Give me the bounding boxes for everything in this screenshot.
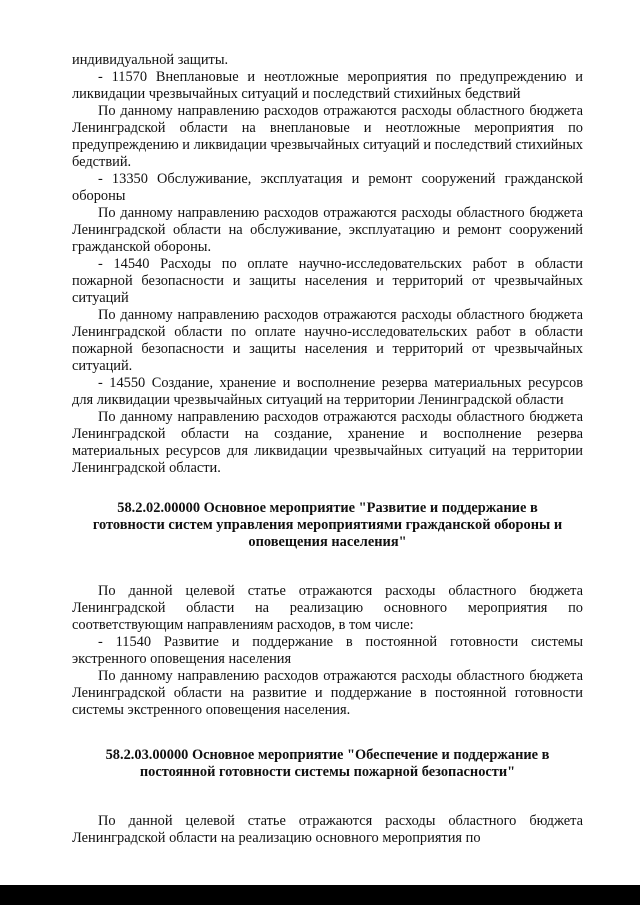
paragraph: По данному направлению расходов отражаются расходы областного бюджета Ленинградской области на обслуживание, эксплуатацию и ремонт сооружений гражданской обороны. — [72, 205, 583, 255]
section-heading-58-2-03: 58.2.03.00000 Основное мероприятие "Обеспечение и поддержание в постоянной готовности системы пожарной безопасности" — [105, 747, 550, 780]
paragraph: По данному направлению расходов отражаются расходы областного бюджета Ленинградской области по оплате научно-исследовательских работ в области пожарной безопасности и защиты населения и территорий от чрезвычайных ситуаций. — [72, 307, 583, 374]
paragraph: По данному направлению расходов отражаются расходы областного бюджета Ленинградской области на внеплановые и неотложные мероприятия по предупреждению и ликвидации чрезвычайных ситуаций и последствий стихийных бедствий. — [72, 103, 583, 170]
paragraph: По данной целевой статье отражаются расходы областного бюджета Ленинградской области на реализацию основного мероприятия по соответствующим направлениям расходов, в том числе: — [72, 583, 583, 633]
paragraph: По данному направлению расходов отражаются расходы областного бюджета Ленинградской области на развитие и поддержание в постоянной готовности системы экстренного оповещения населения. — [72, 668, 583, 718]
document-page — [72, 52, 583, 847]
paragraph: - 13350 Обслуживание, эксплуатация и ремонт сооружений гражданской обороны — [72, 171, 583, 204]
section-mid-text — [72, 583, 583, 719]
paragraph: - 11540 Развитие и поддержание в постоянной готовности системы экстренного оповещения населения — [72, 634, 583, 667]
paragraph: По данной целевой статье отражаются расходы областного бюджета Ленинградской области на реализацию основного мероприятия по — [72, 813, 583, 846]
paragraph: - 14550 Создание, хранение и восполнение резерва материальных ресурсов для ликвидации чрезвычайных ситуаций на территории Ленинградской области — [72, 375, 583, 408]
section-heading-58-2-02: 58.2.02.00000 Основное мероприятие "Развитие и поддержание в готовности систем управления мероприятиями гражданской обороны и оповещения населения" — [92, 500, 563, 550]
paragraph: По данному направлению расходов отражаются расходы областного бюджета Ленинградской области на создание, хранение и восполнение резерва материальных ресурсов для ликвидации чрезвычайных ситуаций на территории Ленинградской области. — [72, 409, 583, 476]
paragraph: - 11570 Внеплановые и неотложные мероприятия по предупреждению и ликвидации чрезвычайных ситуаций и последствий стихийных бедствий — [72, 69, 583, 102]
section-bottom-text — [72, 813, 583, 847]
section-top-text — [72, 52, 583, 477]
scan-edge-bar — [0, 885, 640, 905]
paragraph: - 14540 Расходы по оплате научно-исследовательских работ в области пожарной безопасности и защиты населения и территорий от чрезвычайных ситуаций — [72, 256, 583, 306]
paragraph: индивидуальной защиты. — [72, 52, 229, 68]
